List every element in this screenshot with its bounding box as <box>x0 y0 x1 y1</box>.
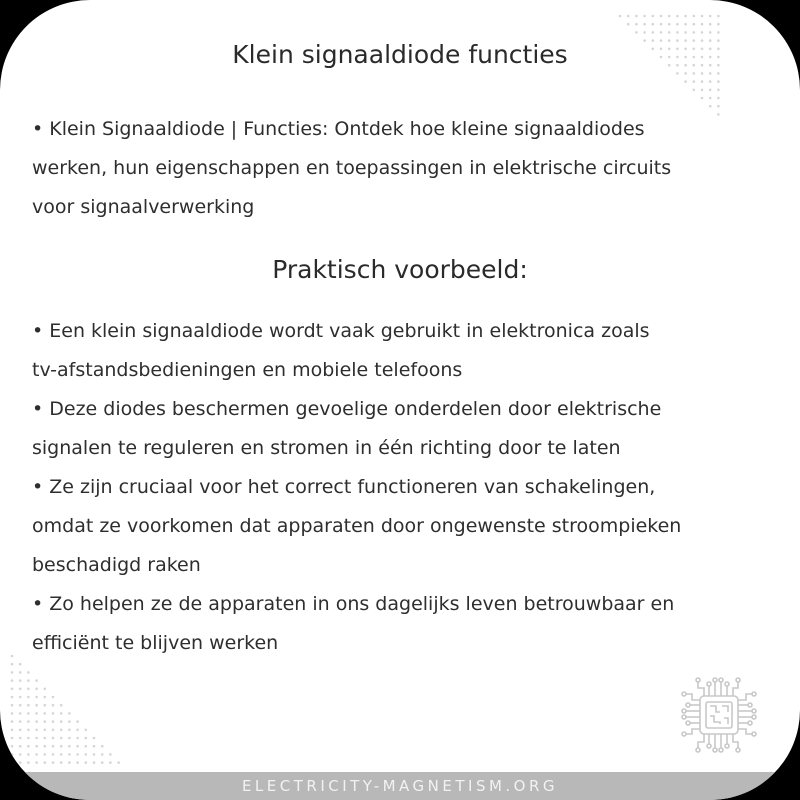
bullet-line: • Zo helpen ze de apparaten in ons dagelijks leven betrouwbaar en <box>32 593 675 615</box>
intro-line: werken, hun eigenschappen en toepassingen in elektrische circuits <box>32 157 672 179</box>
bullet-line: signalen te reguleren en stromen in één richting door te laten <box>32 437 621 459</box>
bullet-line: • Ze zijn cruciaal voor het correct functioneren van schakelingen, <box>32 476 656 498</box>
site-footer-bar <box>0 772 800 800</box>
bullet-line: omdat ze voorkomen dat apparaten door ongewenste stroompieken <box>32 515 682 537</box>
intro-line: • Klein Signaaldiode | Functies: Ontdek hoe kleine signaaldiodes <box>32 118 645 140</box>
section-subtitle: Praktisch voorbeeld: <box>272 255 528 284</box>
dot-pattern-bottom-left <box>6 652 126 772</box>
circuit-chip-icon <box>676 672 762 758</box>
bullet-line: tv-afstandsbedieningen en mobiele telefoons <box>32 359 463 381</box>
bullet-line: beschadigd raken <box>32 554 201 576</box>
bullet-line: efficiënt te blijven werken <box>32 632 279 654</box>
bullet-line: • Deze diodes beschermen gevoelige onderdelen door elektrische <box>32 398 662 420</box>
intro-line: voor signaalverwerking <box>32 196 255 218</box>
example-bullet-list <box>32 312 760 663</box>
card-title: Klein signaaldiode functies <box>232 40 568 69</box>
site-url-label: ELECTRICITY-MAGNETISM.ORG <box>241 777 559 795</box>
intro-paragraph <box>32 110 760 227</box>
bullet-line: • Een klein signaaldiode wordt vaak gebruikt in elektronica zoals <box>32 320 650 342</box>
